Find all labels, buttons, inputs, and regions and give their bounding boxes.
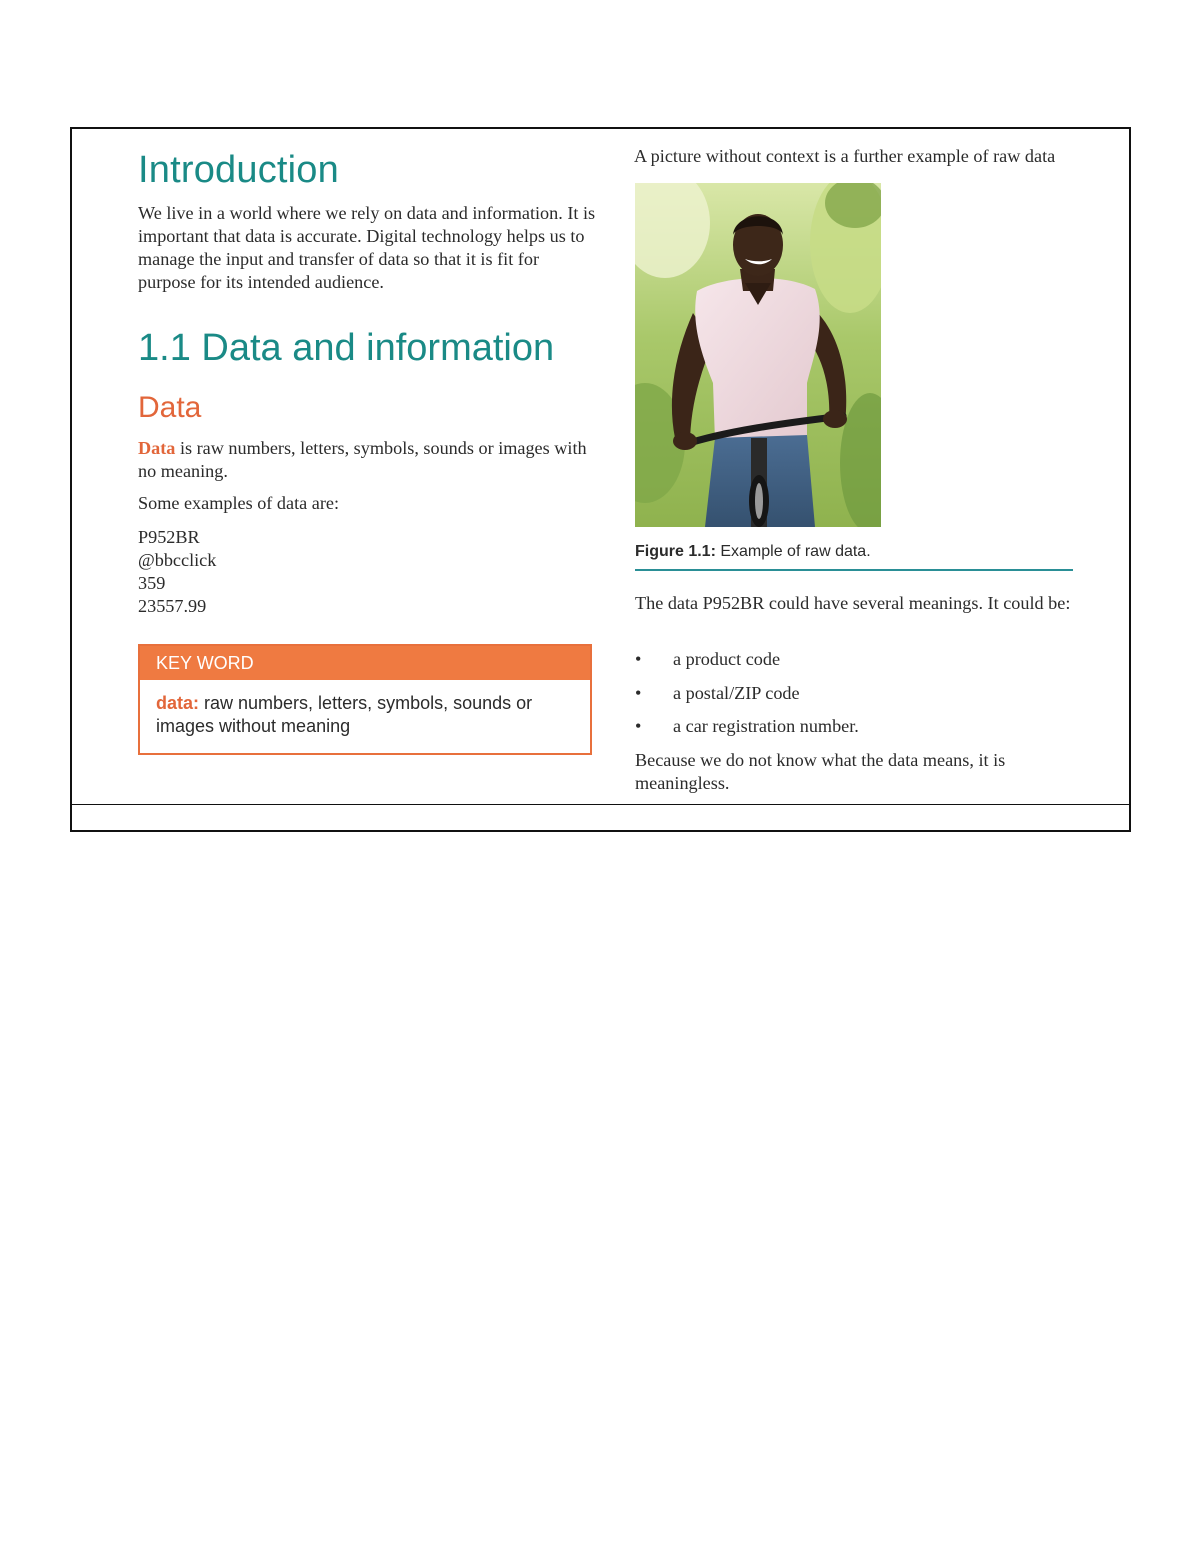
list-item: [635, 683, 859, 717]
key-word-term: data:: [156, 693, 200, 713]
figure-divider: [635, 569, 1073, 571]
key-word-definition: raw numbers, letters, symbols, sounds or images without meaning: [156, 693, 533, 736]
examples-intro: Some examples of data are:: [138, 493, 339, 513]
definition-text: is raw numbers, letters, symbols, sounds or images with no meaning.: [138, 438, 587, 481]
figure-caption-text: Example of raw data.: [715, 543, 871, 560]
meaning-paragraph: The data P952BR could have several meanings. It could be:: [635, 593, 1071, 613]
data-definition: [138, 437, 600, 483]
definition-term: Data: [138, 438, 176, 458]
bullet-icon: •: [635, 682, 642, 703]
key-word-body: [140, 680, 590, 738]
frame-bottom-divider: [72, 804, 1129, 805]
examples-list: [138, 526, 216, 618]
section-heading: 1.1 Data and information: [138, 327, 555, 369]
picture-context-caption: A picture without context is a further example of raw data: [634, 146, 1056, 166]
meaning-list: [635, 649, 859, 750]
example-item: 23557.99: [138, 596, 207, 616]
intro-heading: Introduction: [138, 149, 339, 191]
figure-caption: [635, 543, 871, 561]
list-item: [635, 649, 859, 683]
list-item-text: a product code: [673, 649, 781, 669]
data-subheading: Data: [138, 391, 202, 424]
list-item: [635, 716, 859, 750]
figure-label: Figure 1.1:: [635, 543, 716, 560]
key-word-header: KEY WORD: [140, 646, 590, 680]
list-item-text: a postal/ZIP code: [673, 682, 800, 703]
example-item: P952BR: [138, 527, 200, 547]
bullet-icon: •: [635, 716, 642, 736]
man-on-bicycle-photo: [635, 183, 881, 527]
slide-frame: [70, 127, 1131, 832]
conclusion-paragraph: Because we do not know what the data means, it is meaningless.: [635, 750, 1006, 793]
intro-paragraph: We live in a world where we rely on data and information. It is important that data is accurate. Digital technology helps us to manage the input and transfer of data so that it is fit for purpose for its intended audience.: [138, 203, 596, 292]
list-item-text: a car registration number.: [673, 716, 859, 736]
example-item: @bbcclick: [138, 550, 217, 570]
example-item: 359: [138, 573, 166, 593]
key-word-box: [138, 644, 592, 755]
bullet-icon: •: [635, 649, 642, 669]
